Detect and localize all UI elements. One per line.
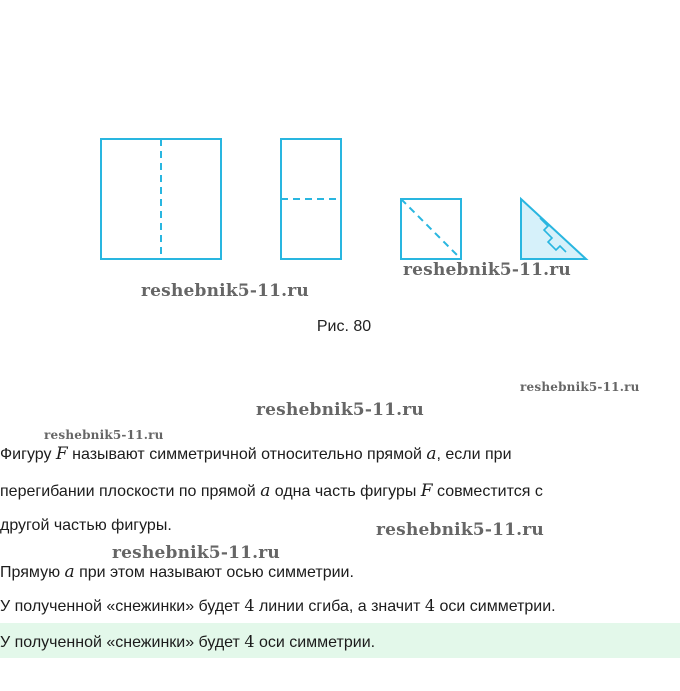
math-number: 4 [244, 632, 255, 651]
watermark: reshebnik5-11.ru [520, 380, 640, 394]
watermark: reshebnik5-11.ru [376, 520, 544, 540]
watermark: reshebnik5-11.ru [403, 260, 571, 280]
math-number: 4 [424, 596, 436, 615]
math-var-a: a [426, 444, 437, 464]
axis-definition: Прямую a при этом называют осью симметрии. [0, 562, 354, 582]
diagonal-fold-line [401, 199, 461, 259]
definition-line-3: другой частью фигуры. [0, 517, 172, 534]
watermark: reshebnik5-11.ru [44, 428, 164, 442]
math-var-a: a [260, 481, 271, 501]
cut-triangle [521, 199, 586, 259]
watermark: reshebnik5-11.ru [112, 543, 280, 563]
answer-text: У полученной «снежинки» будет 4 оси симметрии. [0, 632, 376, 651]
fold-figure [0, 0, 680, 310]
snowflake-fold-statement: У полученной «снежинки» будет 4 линии сгиба, а значит 4 оси симметрии. [0, 596, 556, 615]
watermark: reshebnik5-11.ru [256, 400, 424, 420]
watermark: reshebnik5-11.ru [141, 281, 309, 301]
math-var-f: F [420, 481, 433, 501]
definition-line-2: перегибании плоскости по прямой a одна часть фигуры F совместится с [0, 481, 543, 501]
math-number: 4 [244, 596, 255, 615]
figure-caption: Рис. 80 [316, 318, 372, 335]
math-var-f: F [55, 444, 68, 464]
definition-line-1: Фигуру F называют симметричной относительно прямой a, если при [0, 444, 512, 464]
math-var-a: a [64, 562, 75, 582]
